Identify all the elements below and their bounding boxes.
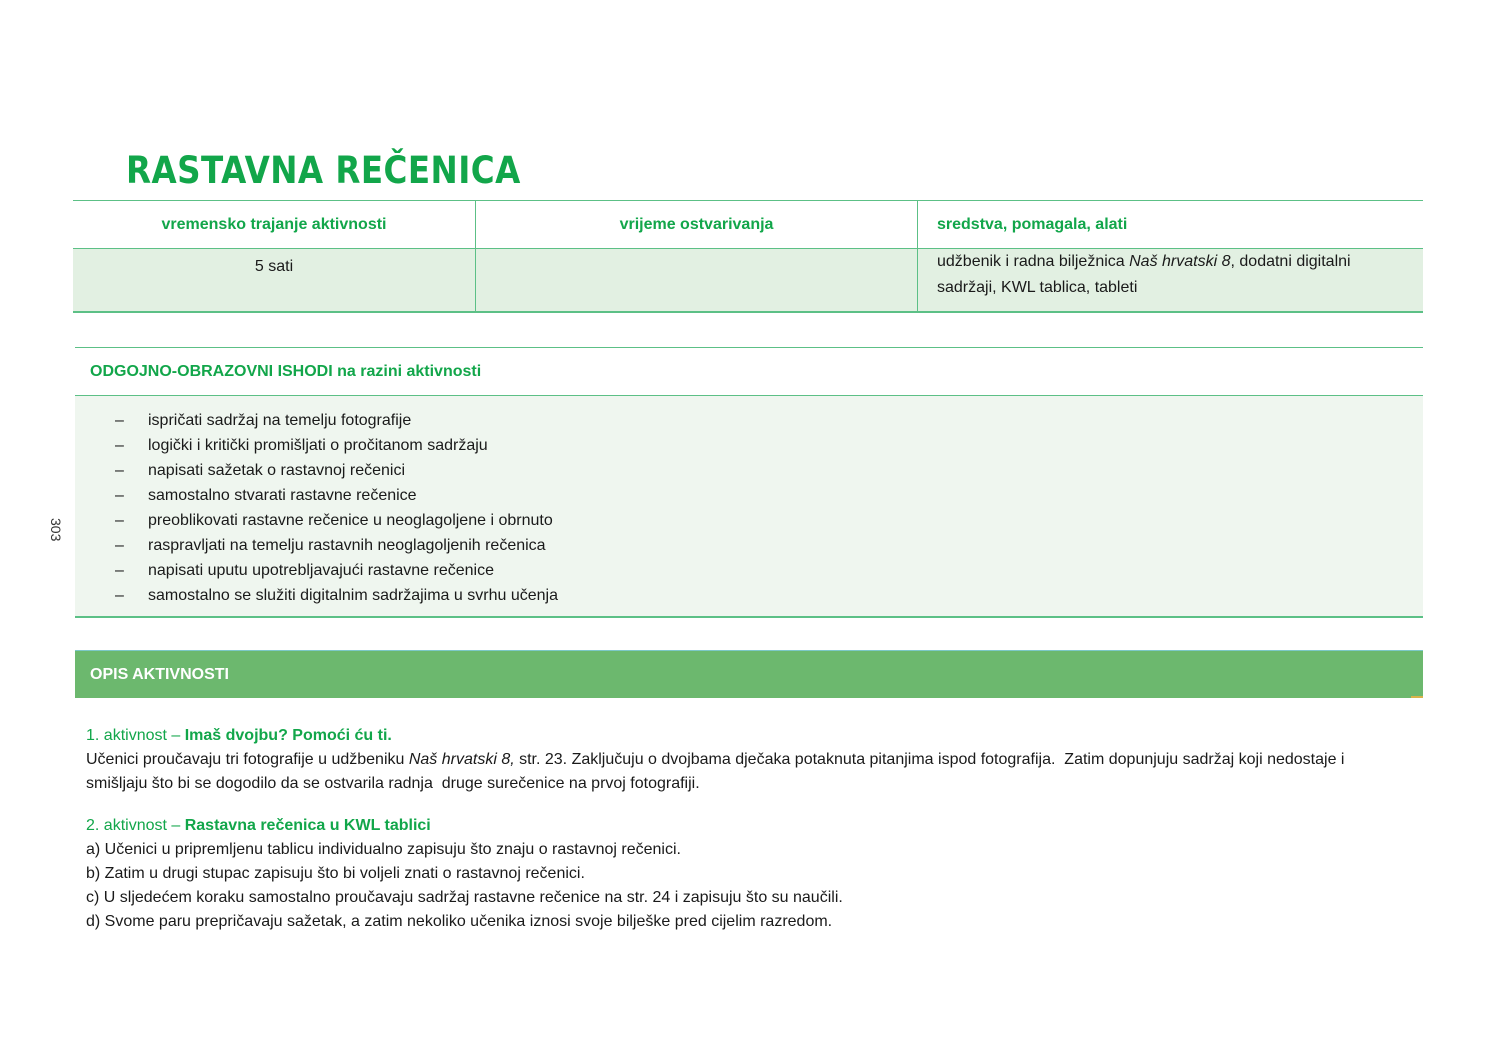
outcome-item bbox=[75, 583, 1423, 608]
activity-2-title: Rastavna rečenica u KWL tablici bbox=[184, 817, 431, 834]
resources-text-2: , dodatni digitalni sadržaji, KWL tablica, tableti bbox=[937, 253, 1351, 296]
activity-1-text-part: Učenici proučavaju tri fotografije u udžbeniku bbox=[86, 751, 409, 768]
outcome-item bbox=[75, 433, 1423, 458]
outcome-item bbox=[75, 558, 1423, 583]
activity-1-heading bbox=[86, 724, 1406, 748]
outcome-text: logički i kritički promišljati o pročitanom sadržaju bbox=[148, 436, 488, 454]
activity-2-step: d) Svome paru prepričavaju sažetak, a zatim nekoliko učenika iznosi svoje bilješke pred cijelim razredom. bbox=[86, 913, 833, 930]
page-title: RASTAVNA REČENICA bbox=[126, 148, 521, 192]
dash-bullet-icon: – bbox=[115, 536, 124, 554]
dash-bullet-icon: – bbox=[115, 411, 124, 429]
outcome-item bbox=[75, 483, 1423, 508]
activity-2 bbox=[86, 814, 1406, 934]
info-table-value-row bbox=[73, 249, 1423, 313]
outcomes-heading-rest: na razini aktivnosti bbox=[332, 362, 482, 380]
outcomes-heading bbox=[75, 347, 1423, 396]
outcome-text: preoblikovati rastavne rečenice u neoglagoljene i obrnuto bbox=[148, 511, 553, 529]
outcome-item bbox=[75, 408, 1423, 433]
page-number: 303 bbox=[48, 518, 64, 542]
resources-text-1: udžbenik i radna bilježnica bbox=[937, 253, 1130, 270]
outcome-item bbox=[75, 508, 1423, 533]
activity-1-text-part: str. 23. Zaključuju o dvojbama dječaka potaknuta pitanjima ispod fotografija. Zatim dopunjuju sadržaj koji nedostaje i smišljaju što bi se dogodilo da se ostvarila radnja druge surečenice na prvoj fotografiji. bbox=[86, 751, 1349, 792]
resources-book-title: Naš hrvatski 8 bbox=[1129, 253, 1231, 270]
activities-section bbox=[86, 724, 1406, 952]
activity-1-text bbox=[86, 748, 1406, 796]
info-table-header-row bbox=[73, 201, 1423, 249]
activity-1-book-title: Naš hrvatski 8, bbox=[408, 751, 515, 768]
decorative-mark bbox=[1411, 696, 1423, 698]
activity-2-step: b) Zatim u drugi stupac zapisuju što bi voljeli znati o rastavnoj rečenici. bbox=[86, 865, 585, 882]
outcome-text: samostalno stvarati rastavne rečenice bbox=[148, 486, 417, 504]
outcome-item bbox=[75, 458, 1423, 483]
dash-bullet-icon: – bbox=[115, 486, 124, 504]
outcomes-section bbox=[75, 347, 1423, 618]
value-duration: 5 sati bbox=[73, 249, 476, 313]
header-resources: sredstva, pomagala, alati bbox=[918, 201, 1424, 249]
outcome-item bbox=[75, 533, 1423, 558]
header-duration: vremensko trajanje aktivnosti bbox=[73, 201, 476, 249]
description-heading-bar: OPIS AKTIVNOSTI bbox=[75, 650, 1423, 698]
activity-2-heading bbox=[86, 814, 1406, 838]
outcome-text: raspravljati na temelju rastavnih neoglagoljenih rečenica bbox=[148, 536, 546, 554]
activity-2-step: a) Učenici u pripremljenu tablicu individualno zapisuju što znaju o rastavnoj rečenici. bbox=[86, 841, 681, 858]
value-resources bbox=[918, 249, 1424, 313]
outcomes-heading-bold: ODGOJNO-OBRAZOVNI ISHODI bbox=[90, 362, 333, 380]
dash-bullet-icon: – bbox=[115, 461, 124, 479]
activity-1 bbox=[86, 724, 1406, 796]
outcome-text: napisati sažetak o rastavnoj rečenici bbox=[148, 461, 406, 479]
dash-bullet-icon: – bbox=[115, 586, 124, 604]
outcomes-list-container bbox=[75, 396, 1423, 618]
dash-bullet-icon: – bbox=[115, 511, 124, 529]
outcome-text: samostalno se služiti digitalnim sadržajima u svrhu učenja bbox=[148, 586, 558, 604]
header-time: vrijeme ostvarivanja bbox=[476, 201, 918, 249]
activity-2-step: c) U sljedećem koraku samostalno proučavaju sadržaj rastavne rečenice na str. 24 i zapisuju što su naučili. bbox=[86, 889, 843, 906]
dash-bullet-icon: – bbox=[115, 561, 124, 579]
activity-2-label: 2. aktivnost – bbox=[86, 817, 185, 834]
dash-bullet-icon: – bbox=[115, 436, 124, 454]
activity-1-title: Imaš dvojbu? Pomoći ću ti. bbox=[184, 727, 392, 744]
outcomes-list bbox=[75, 408, 1423, 608]
activity-1-label: 1. aktivnost – bbox=[86, 727, 185, 744]
outcome-text: ispričati sadržaj na temelju fotografije bbox=[148, 411, 412, 429]
value-time bbox=[476, 249, 918, 313]
outcome-text: napisati uputu upotrebljavajući rastavne rečenice bbox=[148, 561, 494, 579]
info-table bbox=[73, 200, 1423, 313]
